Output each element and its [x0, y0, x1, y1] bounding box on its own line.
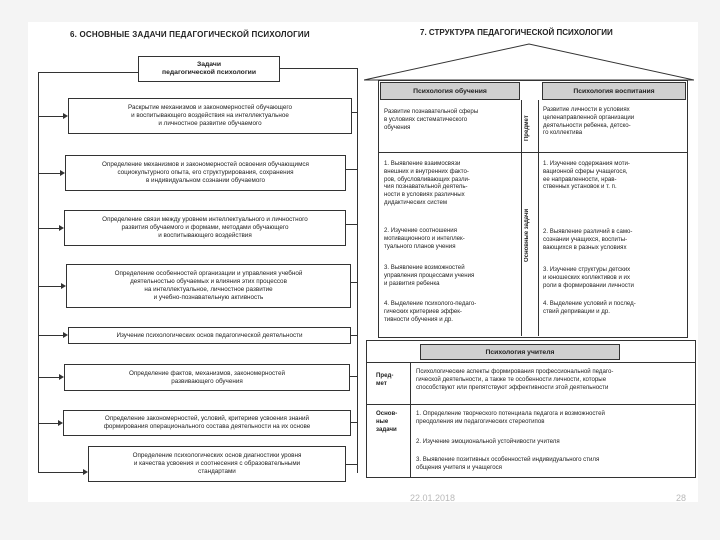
upbringing-task-2: [543, 228, 685, 251]
tasks-header-line-1: Задачи: [196, 60, 222, 68]
learning-task-2-line-2: мотивационного и интеллек-: [384, 234, 465, 242]
learning-task-1-line-5: ности в условиях различных: [384, 191, 465, 199]
arrow-left-6: [59, 374, 64, 380]
connector-left-2: [38, 173, 60, 174]
task-8-line-1: Определение психологических основ диагностики уровня: [132, 452, 302, 460]
tasks-header-box: [138, 56, 280, 82]
connector-right-1: [352, 112, 357, 113]
task-1-line-2: и воспитывающего воздействия на интеллектуальное: [131, 112, 289, 120]
teacher-task-1: [416, 410, 692, 426]
teacher-column-divider: [410, 362, 411, 477]
learning-task-3-line-3: и развития ребенка: [384, 279, 440, 287]
teacher-task-3: [416, 456, 692, 472]
connector-right-7: [351, 422, 357, 423]
arrow-left-5: [63, 332, 68, 338]
task-3-line-2: развития обучаемого и формами, методами обучающего: [121, 224, 289, 232]
teacher-task-1-line-2: преодоления им педагогических стереотипов: [416, 417, 545, 425]
upbringing-task-1: [543, 160, 685, 191]
task-2-line-1: Определение механизмов и закономерностей освоения обучающимся: [102, 161, 309, 169]
task-2-line-3: в индивидуальном сознании обучаемого: [145, 176, 266, 184]
teacher-tasks-label: [376, 410, 408, 434]
task-box-6: [64, 364, 350, 391]
connector-left-4: [38, 286, 61, 287]
upbringing-task-2-line-1: 2. Выявление различий в само-: [543, 228, 633, 235]
learning-task-1-line-4: чия познавательной деятель-: [384, 183, 468, 191]
upbringing-subject-line-2: целенаправленной организации: [543, 113, 635, 121]
task-box-4: [66, 264, 351, 308]
connector-right-2: [346, 169, 357, 170]
teacher-task-2-line-1: 2. Изучение эмоциональной устойчивости учителя: [416, 438, 560, 445]
learning-task-3-line-1: 3. Выявление возможностей: [384, 264, 465, 271]
teacher-task-1-line-1: 1. Определение творческого потенциала педагога и возможностей: [416, 410, 605, 417]
task-box-3: [64, 210, 346, 246]
learning-subject-text: [384, 108, 519, 131]
task-1-line-1: Раскрытие механизмов и закономерностей обучающего: [127, 104, 293, 112]
teacher-subject-label: [376, 372, 408, 388]
arrow-left-3: [59, 225, 64, 231]
connector-right-3: [346, 224, 357, 225]
column-divider-right: [538, 100, 539, 336]
upbringing-task-4: [543, 300, 685, 316]
task-box-8: [88, 446, 346, 482]
header-link-right: [280, 68, 357, 69]
upbringing-task-3-line-1: 3. Изучение структуры детских: [543, 266, 631, 273]
upbringing-subject-line-1: Развитие личности в условиях: [543, 106, 630, 113]
footer-date: 22.01.2018: [410, 493, 456, 503]
learning-task-2-line-1: 2. Изучение соотношения: [384, 227, 457, 234]
teacher-subject-label-line-2: мет: [376, 379, 387, 387]
tasks-header-line-2: педагогической психологии: [161, 69, 257, 76]
teacher-task-2: [416, 438, 692, 446]
connector-left-5: [38, 335, 63, 336]
upbringing-task-3-line-2: и юношеских коллективов и их: [543, 273, 631, 281]
task-7-line-2: формирования операционального состава деятельности на их основе: [103, 423, 311, 430]
teacher-task-3-line-2: общения учителя и учащегося: [416, 463, 502, 471]
teacher-row-divider: [367, 404, 695, 405]
learning-task-2: [384, 227, 519, 250]
learning-task-1-line-2: внешних и внутренних факто-: [384, 167, 469, 175]
main-tasks-label: Основные задачи: [524, 208, 530, 262]
arrow-left-4: [61, 283, 66, 289]
right-panel-title: 7. СТРУКТУРА ПЕДАГОГИЧЕСКОЙ ПСИХОЛОГИИ: [420, 28, 613, 37]
upbringing-psychology-header: Психология воспитания: [542, 82, 686, 100]
upbringing-task-2-line-2: сознании учащихся, воспиты-: [543, 235, 628, 243]
teacher-tasks-label-line-3: задачи: [376, 425, 397, 433]
upbringing-subject-line-3: деятельности ребенка, детско-: [543, 121, 631, 129]
task-5-line-1: Изучение психологических основ педагогической деятельности: [116, 331, 303, 339]
connector-right-5: [351, 335, 357, 336]
task-4-line-1: Определение особенностей организации и управления учебной: [114, 270, 303, 278]
subject-label: Предмет: [524, 115, 530, 141]
connector-left-8: [38, 472, 83, 473]
teacher-subject-text: [416, 368, 692, 391]
task-box-5: [68, 327, 351, 344]
learning-task-3-line-2: управления процессами учения: [384, 271, 475, 279]
task-6-line-2: развивающего обучения: [171, 377, 243, 385]
connector-left-3: [38, 228, 59, 229]
task-4-line-4: и учебно-познавательную активность: [153, 293, 264, 301]
arrow-left-1: [63, 113, 68, 119]
teacher-tasks-label-line-1: Основ-: [376, 410, 398, 417]
upbringing-task-3: [543, 266, 685, 289]
learning-task-4-line-2: гических критериев эффек-: [384, 307, 462, 315]
connector-left-1: [38, 116, 63, 117]
learning-task-4: [384, 300, 519, 323]
learning-task-4-line-1: 4. Выделение психолого-педаго-: [384, 300, 477, 307]
learning-subject-line-3: обучения: [384, 123, 411, 131]
upbringing-task-3-line-3: роли в формировании личности: [543, 281, 634, 289]
task-4-line-3: на интеллектуальное, личностное развитие: [144, 286, 273, 293]
upbringing-task-4-line-2: ствий депривации и др.: [543, 307, 610, 315]
upbringing-task-1-line-3: ее направленности, нрав-: [543, 175, 617, 183]
task-3-line-1: Определение связи между уровнем интеллектуального и личностного: [102, 216, 308, 224]
learning-task-1: [384, 160, 519, 207]
task-box-2: [65, 155, 346, 191]
upbringing-subject-line-4: го коллектива: [543, 129, 583, 137]
upbringing-task-4-line-1: 4. Выделение условий и послед-: [543, 300, 636, 307]
column-divider-left: [521, 100, 522, 336]
row-divider: [379, 152, 687, 153]
task-4-line-2: деятельностью обучаемых и влияния этих процессов: [130, 278, 287, 286]
roof-shape: [364, 42, 694, 82]
task-2-line-2: социокультурного опыта, его структурирования, сохранения: [117, 169, 294, 177]
teacher-tasks-label-line-2: ные: [376, 417, 389, 425]
teacher-task-3-line-1: 3. Выявление позитивных особенностей индивидуального стиля: [416, 456, 600, 463]
teacher-subject-line-3: способствуют или препятствуют эффективности этой деятельности: [416, 383, 609, 391]
learning-subject-line-1: Развитие познавательной сферы: [384, 108, 479, 115]
task-3-line-3: и воспитывающего воздействия: [158, 231, 252, 239]
header-link-left: [38, 72, 138, 73]
learning-task-1-line-3: ров, обусловливающих разли-: [384, 175, 470, 183]
arrow-left-8: [83, 469, 88, 475]
learning-task-3: [384, 264, 519, 287]
learning-task-4-line-3: тивности обучения и др.: [384, 315, 453, 323]
upbringing-task-1-line-2: вационной сферы учащегося,: [543, 167, 628, 175]
upbringing-subject-text: [543, 106, 685, 137]
arrow-left-2: [60, 170, 65, 176]
task-box-7: [63, 410, 351, 436]
connector-left-7: [38, 423, 58, 424]
learning-psychology-header: Психология обучения: [380, 82, 520, 100]
task-box-1: [68, 98, 352, 134]
task-8-line-2: и качества усвоения и соотнесения с образовательными: [133, 460, 301, 468]
task-1-line-3: и личностное развитие обучаемого: [158, 119, 262, 127]
right-connector-spine: [357, 68, 358, 473]
connector-left-6: [38, 377, 59, 378]
footer-page-number: 28: [676, 493, 687, 503]
task-6-line-1: Определение фактов, механизмов, закономерностей: [128, 369, 286, 377]
task-7-line-1: Определение закономерностей, условий, критериев усвоения знаний: [104, 415, 310, 423]
upbringing-task-1-line-1: 1. Изучение содержания моти-: [543, 160, 630, 167]
learning-subject-line-2: в условиях систематического: [384, 115, 468, 123]
left-connector-spine: [38, 72, 39, 472]
upbringing-task-2-line-3: вающихся в разных условиях: [543, 243, 627, 251]
task-8-line-3: стандартами: [198, 467, 236, 475]
upbringing-task-1-line-4: ственных установок и т. п.: [543, 183, 617, 191]
teacher-subject-line-1: Психологические аспекты формирования профессиональной педаго-: [416, 368, 614, 375]
learning-task-2-line-3: туального планов учения: [384, 242, 456, 250]
teacher-subject-label-line-1: Пред-: [376, 372, 394, 379]
teacher-header-divider: [367, 362, 695, 363]
connector-right-6: [350, 376, 357, 377]
connector-right-8: [346, 464, 357, 465]
arrow-left-7: [58, 420, 63, 426]
learning-task-1-line-1: 1. Выявление взаимосвязи: [384, 160, 461, 167]
connector-right-4: [351, 282, 357, 283]
learning-task-1-line-6: дидактических систем: [384, 198, 448, 206]
teacher-psychology-header: Психология учителя: [420, 344, 620, 360]
teacher-subject-line-2: гической деятельности, а также те особенности личности, которые: [416, 375, 607, 383]
left-panel-title: 6. ОСНОВНЫЕ ЗАДАЧИ ПЕДАГОГИЧЕСКОЙ ПСИХОЛОГИИ: [70, 30, 310, 39]
